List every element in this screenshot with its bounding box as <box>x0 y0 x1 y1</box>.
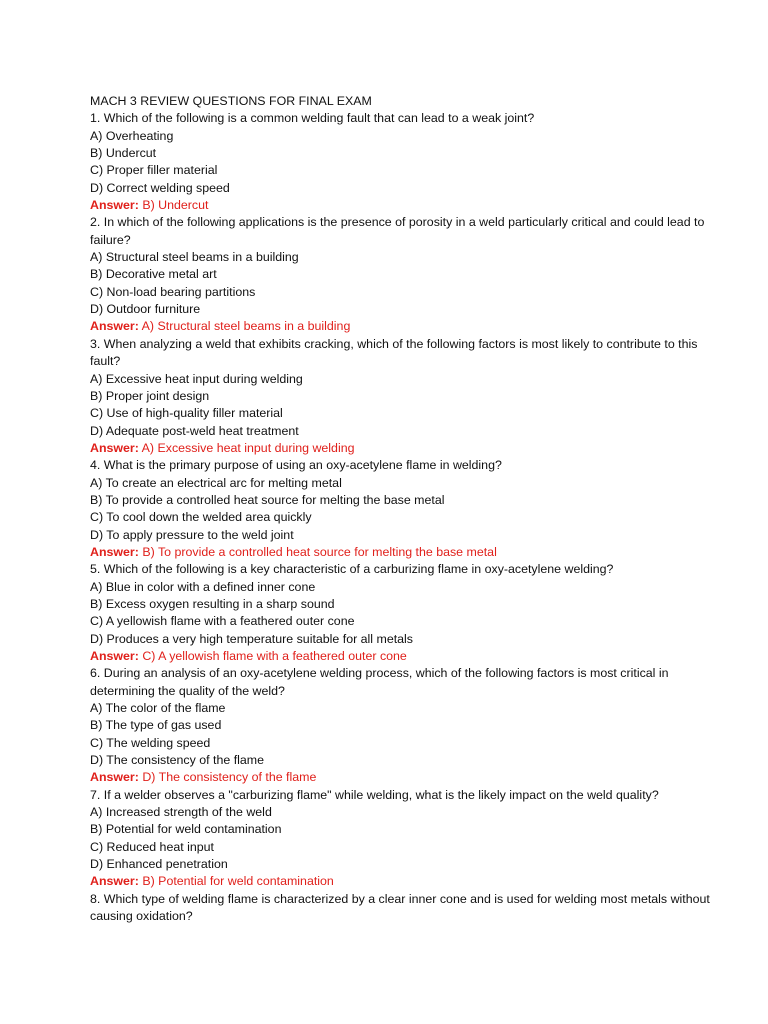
answer-text: D) The consistency of the flame <box>142 770 317 785</box>
question-block-2 <box>90 214 730 335</box>
answer-text: C) A yellowish flame with a feathered outer cone <box>142 649 407 663</box>
answer-prefix: Answer: <box>90 198 139 213</box>
answer-prefix: Answer: <box>90 649 139 663</box>
question-block-7 <box>90 787 730 891</box>
question-block-8 <box>90 891 730 926</box>
question-text: 7. If a welder observes a "carburizing flame" while welding, what is the likely impact on the weld quality? <box>90 787 659 802</box>
question-text: 4. What is the primary purpose of using an oxy-acetylene flame in welding? <box>90 458 502 473</box>
question-text: 5. Which of the following is a key characteristic of a carburizing flame in oxy-acetylene welding? <box>90 562 614 577</box>
option-d: D) Correct welding speed <box>90 180 230 195</box>
answer-line <box>90 544 730 561</box>
option-b: B) Excess oxygen resulting in a sharp sound <box>90 596 335 611</box>
option-a: A) Increased strength of the weld <box>90 805 272 820</box>
option-d: D) Adequate post-weld heat treatment <box>90 423 299 438</box>
answer-line <box>90 440 730 457</box>
option-b: B) To provide a controlled heat source for melting the base metal <box>90 492 445 507</box>
question-text: 2. In which of the following applications is the presence of porosity in a weld particularly critical and could lead to failure? <box>90 215 705 247</box>
answer-text: B) Undercut <box>142 198 209 213</box>
option-d: D) The consistency of the flame <box>90 753 265 768</box>
answer-line <box>90 648 730 665</box>
option-b: B) Proper joint design <box>90 388 210 403</box>
answer-line <box>90 197 730 214</box>
option-c: C) To cool down the welded area quickly <box>90 510 312 525</box>
option-c: C) The welding speed <box>90 735 211 750</box>
answer-text: B) To provide a controlled heat source for melting the base metal <box>142 544 497 559</box>
option-a: A) To create an electrical arc for melting metal <box>90 475 342 490</box>
answer-line <box>90 873 730 890</box>
question-block-4 <box>90 457 730 561</box>
answer-text: A) Structural steel beams in a building <box>141 319 351 334</box>
answer-prefix: Answer: <box>90 440 139 455</box>
option-c: C) Reduced heat input <box>90 839 214 854</box>
answer-line <box>90 318 730 335</box>
document-page <box>90 93 730 926</box>
answer-prefix: Answer: <box>90 770 139 785</box>
option-c: C) Use of high-quality filler material <box>90 406 283 421</box>
answer-text: A) Excessive heat input during welding <box>141 440 355 455</box>
option-a: A) Structural steel beams in a building <box>90 250 299 265</box>
option-b: B) The type of gas used <box>90 718 222 733</box>
option-b: B) Potential for weld contamination <box>90 822 282 837</box>
option-a: A) Overheating <box>90 128 174 143</box>
answer-line <box>90 769 730 786</box>
option-d: D) Outdoor furniture <box>90 302 201 317</box>
document-title: MACH 3 REVIEW QUESTIONS FOR FINAL EXAM <box>90 94 372 108</box>
answer-text: B) Potential for weld contamination <box>142 874 334 889</box>
option-a: A) The color of the flame <box>90 701 226 716</box>
option-d: D) Enhanced penetration <box>90 857 228 872</box>
answer-prefix: Answer: <box>90 874 139 889</box>
option-a: A) Blue in color with a defined inner cone <box>90 579 316 594</box>
question-text: 3. When analyzing a weld that exhibits cracking, which of the following factors is most likely to contribute to this fault? <box>90 336 698 369</box>
option-c: C) Proper filler material <box>90 163 218 178</box>
answer-prefix: Answer: <box>90 544 139 559</box>
question-block-3 <box>90 336 730 457</box>
option-a: A) Excessive heat input during welding <box>90 371 303 386</box>
question-text: 8. Which type of welding flame is characterized by a clear inner cone and is used for welding most metals without causing oxidation? <box>90 891 710 924</box>
question-text: 1. Which of the following is a common welding fault that can lead to a weak joint? <box>90 111 535 126</box>
question-block-1 <box>90 110 730 214</box>
question-block-5 <box>90 561 730 665</box>
option-d: D) Produces a very high temperature suitable for all metals <box>90 631 413 646</box>
answer-prefix: Answer: <box>90 319 139 334</box>
option-b: B) Undercut <box>90 146 157 161</box>
question-block-6 <box>90 665 730 786</box>
option-c: C) Non-load bearing partitions <box>90 284 256 299</box>
option-d: D) To apply pressure to the weld joint <box>90 527 294 542</box>
question-text: 6. During an analysis of an oxy-acetylene welding process, which of the following factors is most critical in determining the quality of the weld? <box>90 666 669 698</box>
option-b: B) Decorative metal art <box>90 267 217 282</box>
option-c: C) A yellowish flame with a feathered outer cone <box>90 614 355 629</box>
